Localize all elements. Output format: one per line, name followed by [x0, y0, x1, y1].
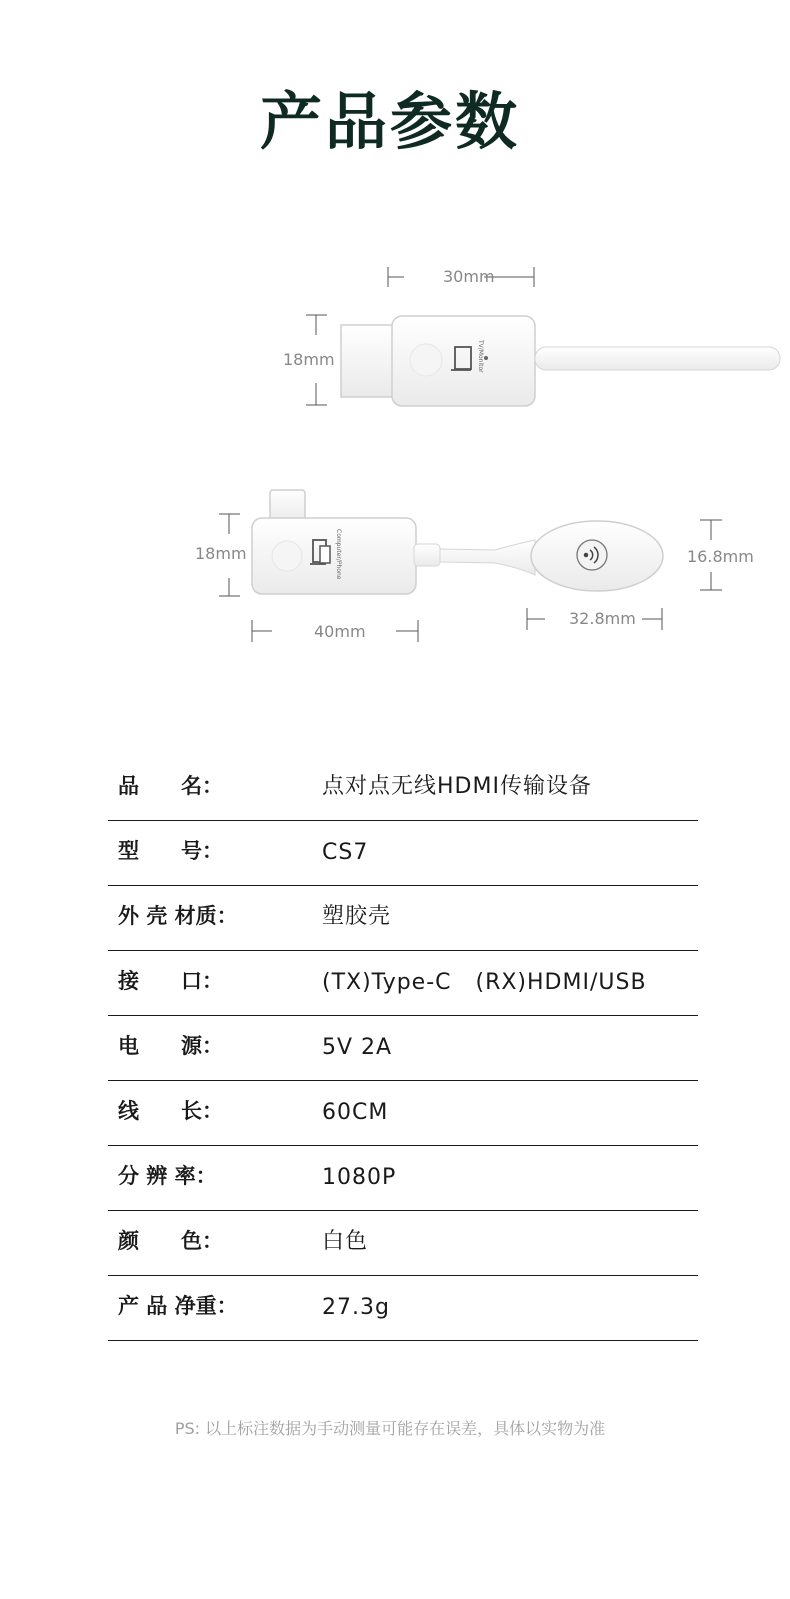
- spec-value: 点对点无线HDMI传输设备: [322, 774, 592, 799]
- spec-key: 外 壳 材质：: [118, 904, 238, 928]
- tx-port-label: Computer/Phone: [335, 529, 342, 580]
- button-height-label: 16.8mm: [687, 547, 754, 566]
- tx-height-label: 18mm: [195, 544, 247, 563]
- page-title: 产品参数: [259, 85, 520, 158]
- spec-key: 线 长：: [118, 1099, 223, 1123]
- spec-value: CS7: [322, 840, 369, 865]
- spec-value: 5V 2A: [322, 1035, 393, 1060]
- spec-value: (TX)Type-C (RX)HDMI/USB: [322, 970, 647, 995]
- spec-value: 27.3g: [322, 1295, 390, 1320]
- spec-row-weight: [108, 1276, 698, 1341]
- spec-row-color: [108, 1211, 698, 1276]
- spec-value: 60CM: [322, 1100, 389, 1125]
- product-dimension-diagram: [0, 250, 790, 670]
- spec-key: 品 名：: [118, 774, 223, 798]
- tx-transmitter-dongle: [252, 490, 535, 594]
- rx-height-label: 18mm: [283, 350, 335, 369]
- spec-value: 1080P: [322, 1165, 397, 1190]
- rx-port-label: TV/Monitor: [477, 340, 484, 373]
- rx-width-label: 30mm: [443, 267, 495, 286]
- button-width-label: 32.8mm: [569, 609, 636, 628]
- spec-row-power: [108, 1016, 698, 1081]
- spec-row-cable-length: [108, 1081, 698, 1146]
- spec-key: 产 品 净重：: [118, 1294, 238, 1318]
- spec-key: 接 口：: [118, 969, 223, 993]
- spec-row-name: [108, 756, 698, 821]
- spec-key: 电 源：: [118, 1034, 223, 1058]
- spec-row-resolution: [108, 1146, 698, 1211]
- spec-value: 白色: [322, 1229, 369, 1254]
- spec-row-interface: [108, 951, 698, 1016]
- spec-table: [108, 756, 698, 1341]
- spec-row-material: [108, 886, 698, 951]
- spec-key: 型 号：: [118, 839, 223, 863]
- tx-width-label: 40mm: [314, 622, 366, 641]
- wireless-button-unit: [531, 521, 663, 591]
- rx-receiver-dongle: [341, 316, 780, 406]
- measurement-note: PS: 以上标注数据为手动测量可能存在误差，具体以实物为准: [174, 1419, 606, 1438]
- spec-row-model: [108, 821, 698, 886]
- spec-key: 分 辨 率：: [118, 1164, 217, 1188]
- spec-value: 塑胶壳: [322, 904, 392, 929]
- spec-key: 颜 色：: [118, 1229, 223, 1253]
